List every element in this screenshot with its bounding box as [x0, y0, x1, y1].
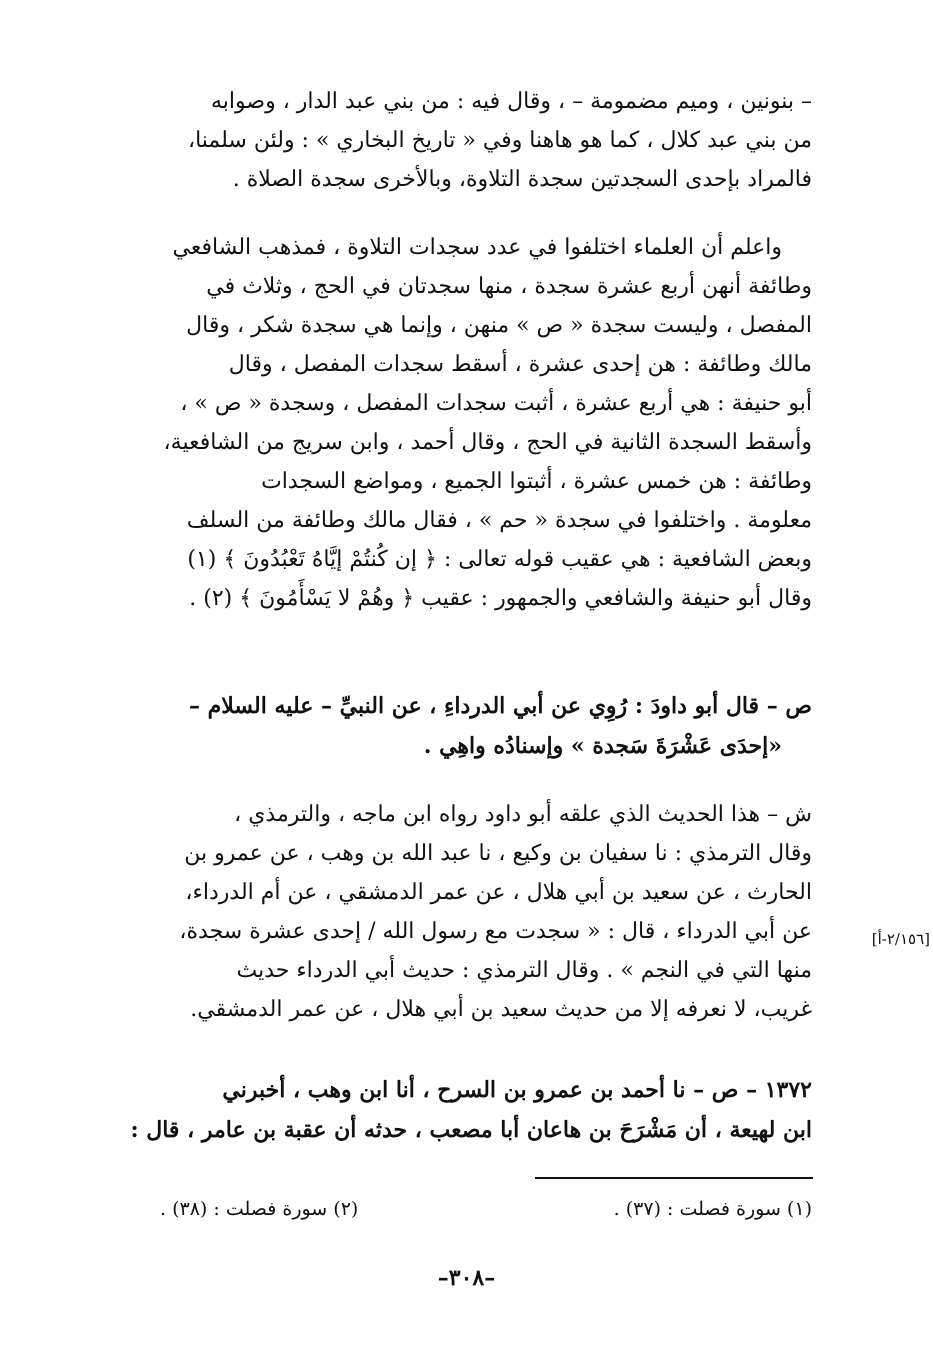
text-line: مالك وطائفة : هن إحدى عشرة ، أسقط سجدات المفصل ، وقال [228, 352, 812, 377]
text-line: ص – قال أبو داودَ : رُوِي عن أبي الدرداءِ ، عن النبيِّ – عليه السلام – [189, 693, 812, 719]
hadith-text [112, 686, 812, 766]
text-line: المفصل ، وليست سجدة « ص » منهن ، وإنما هي سجدة شكر ، وقال [186, 313, 812, 338]
text-line: وبعض الشافعية : هي عقيب قوله تعالى : ﴿ إن كُنتُمْ إيَّاهُ تَعْبُدُونَ ﴾ (١) [187, 547, 812, 572]
text-line: معلومة . واختلفوا في سجدة « حم » ، فقال مالك وطائفة من السلف [186, 508, 812, 533]
text-line: أبو حنيفة : هي أربع عشرة ، أثبت سجدات المفصل ، وسجدة « ص » ، [180, 391, 812, 416]
text-line: ١٣٧٢ – ص – نا أحمد بن عمرو بن السرح ، أنا ابن وهب ، أخبرني [222, 1077, 812, 1103]
text-line: فالمراد بإحدى السجدتين سجدة التلاوة، وبالأخرى سجدة الصلاة . [232, 167, 812, 192]
text-line: من بني عبد كلال ، كما هو هاهنا وفي « تاريخ البخاري » : ولئن سلمنا، [187, 128, 812, 153]
text-line: غريب، لا نعرفه إلا من حديث سعيد بن أبي هلال ، عن عمر الدمشقي. [190, 997, 812, 1022]
text-line: – بنونين ، وميم مضمومة – ، وقال فيه : من بني عبد الدار ، وصوابه [211, 89, 812, 114]
text-line: «إحدَى عَشْرَةَ سَجدة » وإسنادُه واهِي . [423, 733, 782, 759]
footnote-separator [535, 1177, 813, 1179]
paragraph-2 [112, 228, 812, 618]
text-line: ش – هذا الحديث الذي علقه أبو داود رواه ابن ماجه ، والترمذي ، [234, 802, 812, 827]
footnote-1: (١) سورة فصلت : (٣٧) . [613, 1198, 812, 1220]
text-line: وقال الترمذي : نا سفيان بن وكيع ، نا عبد الله بن وهب ، عن عمرو بن [184, 841, 812, 866]
text-line: واعلم أن العلماء اختلفوا في عدد سجدات التلاوة ، فمذهب الشافعي [172, 235, 782, 260]
text-line: الحارث ، عن سعيد بن أبي هلال ، عن عمر الدمشقي ، عن أم الدرداء، [185, 880, 812, 905]
text-line: وطائفة : هن خمس عشرة ، أثبتوا الجميع ، ومواضع السجدات [261, 469, 812, 494]
text-line: عن أبي الدرداء ، قال : « سجدت مع رسول الله / إحدى عشرة سجدة، [179, 919, 812, 944]
paragraph-1 [112, 82, 812, 199]
hadith-1372 [112, 1070, 812, 1150]
text-line: وأسقط السجدة الثانية في الحج ، وقال أحمد ، وابن سريج من الشافعية، [163, 430, 812, 455]
text-line: ابن لهيعة ، أن مَشْرَحَ بن هاعان أبا مصعب ، حدثه أن عقبة بن عامر ، قال : [130, 1117, 812, 1143]
manuscript-folio-note: [٢/١٥٦-أ] [871, 930, 930, 948]
footnote-2: (٢) سورة فصلت : (٣٨) . [160, 1198, 359, 1220]
text-line: منها التي في النجم » . وقال الترمذي : حديث أبي الدرداء حديث [236, 958, 812, 983]
footnotes [160, 1198, 812, 1220]
text-line: وقال أبو حنيفة والشافعي والجمهور : عقيب ﴿ وهُمْ لا يَسْأَمُونَ ﴾ (٢) . [189, 586, 812, 611]
commentary-paragraph [112, 795, 812, 1029]
text-line: وطائفة أنهن أربع عشرة سجدة ، منها سجدتان في الحج ، وثلاث في [206, 274, 812, 299]
page-number: –٣٠٨– [437, 1265, 496, 1291]
